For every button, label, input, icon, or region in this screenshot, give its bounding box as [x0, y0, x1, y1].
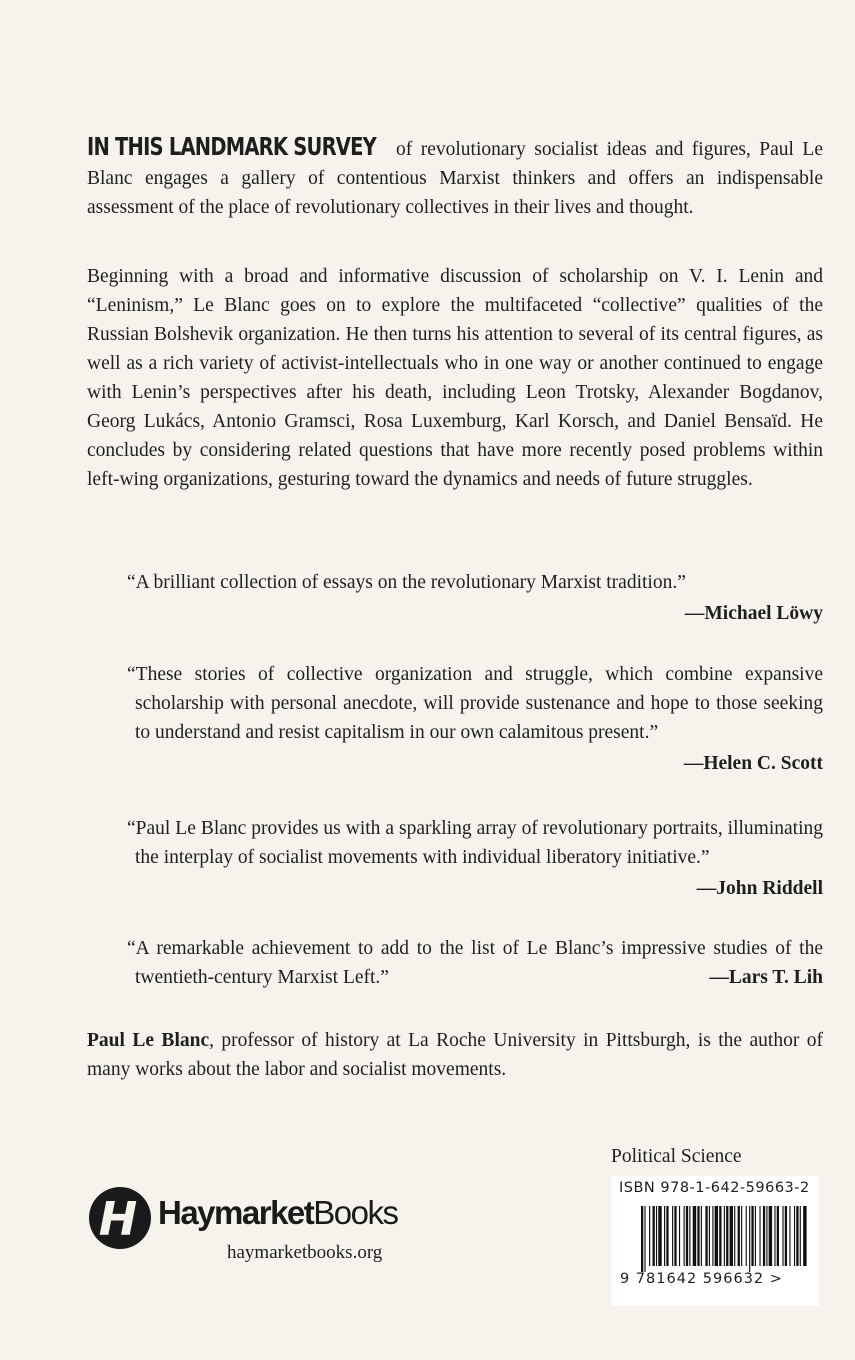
blurb-author: —Lars T. Lih — [709, 967, 823, 988]
barcode-bar — [649, 1206, 650, 1266]
intro-paragraph — [87, 132, 823, 222]
intro-text: of revolutionary socialist ideas and figures, Paul Le Blanc engages a gallery of contentious Marxist thinkers and offers an indispensable assessment of the place of revolutionary collectives in their lives and thought. — [87, 139, 823, 218]
barcode-bar — [746, 1206, 747, 1266]
barcode-bar — [689, 1206, 690, 1266]
blurb — [127, 934, 823, 992]
barcode-bar — [741, 1206, 742, 1266]
barcode-bar — [656, 1206, 657, 1266]
publisher-name — [158, 1194, 398, 1232]
blurb — [127, 814, 823, 903]
blurb-author: —Helen C. Scott — [683, 753, 823, 774]
barcode-bar — [684, 1206, 685, 1266]
barcode-bar — [751, 1206, 753, 1266]
barcode-bar — [686, 1206, 688, 1266]
barcode-bar — [794, 1206, 795, 1266]
description-paragraph: Beginning with a broad and informative discussion of scholarship on V. I. Lenin and “Leninism,” Le Blanc goes on to explore the multifaceted “collective” qualities of the Russian Bolshevik organization. He then turns his attention to several of its central figures, as well as a rich variety of activist-intellectuals who in one way or another continued to engage with Lenin’s perspectives after his death, including Leon Trotsky, Alexander Bogdanov, Georg Lukács, Antonio Gramsci, Rosa Luxemburg, Karl Korsch, and Daniel Bensaïd. He concludes by considering related questions that have more recently posed problems within left-wing organizations, gesturing toward the dynamics and needs of future struggles. — [87, 266, 823, 490]
barcode-bar — [782, 1206, 783, 1266]
barcode-bar — [666, 1206, 668, 1266]
barcode-bar — [730, 1206, 733, 1266]
barcode-bar — [800, 1206, 801, 1266]
barcode-bar — [709, 1206, 710, 1266]
barcode-bar — [796, 1206, 798, 1266]
isbn-digits: 9 781642 596632 > — [620, 1271, 783, 1287]
barcode-bar — [785, 1206, 787, 1266]
publisher-url: haymarketbooks.org — [227, 1242, 383, 1263]
isbn-barcode-block — [611, 1176, 819, 1306]
barcode-bar — [672, 1206, 673, 1266]
author-bio-text: , professor of history at La Roche University in Pittsburgh, is the author of many works about the labor and socialist movements. — [87, 1030, 823, 1080]
isbn-label: ISBN 978-1-642-59663-2 — [619, 1180, 810, 1196]
barcode-bar — [701, 1206, 702, 1266]
barcode-bar — [774, 1206, 775, 1266]
blurb-text: “A remarkable achievement to add to the list of Le Blanc’s impressive studies of the twentieth-century Marxist Left.” — [127, 938, 823, 988]
blurb-text: “A brilliant collection of essays on the revolutionary Marxist tradition.” — [127, 572, 686, 593]
barcode-bar — [697, 1206, 699, 1266]
barcode-bar — [738, 1206, 740, 1266]
blurb-text: “These stories of collective organization and struggle, which combine expansive scholarship with personal anecdote, will provide sustenance and hope to those seeking to understand and resist capitalism in our own calamitous present.” — [127, 664, 823, 743]
lead-in-heading: IN THIS LANDMARK SURVEY — [87, 132, 377, 161]
barcode-bar — [766, 1206, 767, 1266]
svg-text:H: H — [98, 1192, 138, 1246]
category-label: Political Science — [611, 1146, 742, 1167]
barcode-bar — [734, 1206, 735, 1266]
barcode-bar — [724, 1206, 725, 1266]
barcode-bar — [777, 1206, 779, 1266]
barcode-bar — [664, 1206, 665, 1266]
publisher-name-bold: Haymarket — [158, 1194, 314, 1231]
barcode-bar — [755, 1206, 756, 1266]
barcode-bar — [693, 1206, 696, 1266]
barcode-bar — [749, 1206, 750, 1272]
barcode-bar — [769, 1206, 772, 1266]
barcode-bar — [803, 1206, 806, 1266]
barcode-bar — [726, 1206, 728, 1266]
barcode-bar — [658, 1206, 661, 1266]
blurb-author: —Michael Löwy — [684, 603, 823, 624]
blurb-author: —John Riddell — [696, 878, 823, 899]
barcode-bar — [759, 1206, 760, 1266]
haymarket-h-icon — [88, 1186, 152, 1250]
blurb-text: “Paul Le Blanc provides us with a sparkling array of revolutionary portraits, illuminating the interplay of socialist movements with individual liberatory initiative.” — [127, 818, 823, 868]
blurb — [127, 568, 823, 628]
author-name: Paul Le Blanc — [87, 1030, 210, 1051]
barcode-bar — [679, 1206, 680, 1266]
barcode-bar — [789, 1206, 790, 1266]
barcode-bar — [644, 1206, 645, 1272]
barcode-bar — [641, 1206, 643, 1272]
barcode-bar — [715, 1206, 718, 1266]
barcode-bar — [763, 1206, 765, 1266]
barcode-bar — [719, 1206, 721, 1266]
barcode-bar — [674, 1206, 676, 1266]
barcode-bar — [705, 1206, 707, 1266]
barcode-bar — [712, 1206, 713, 1266]
publisher-name-light: Books — [313, 1194, 398, 1231]
barcode-bar — [653, 1206, 655, 1266]
blurb — [127, 660, 823, 778]
barcode-graphic — [611, 1202, 819, 1272]
author-bio — [87, 1026, 823, 1084]
